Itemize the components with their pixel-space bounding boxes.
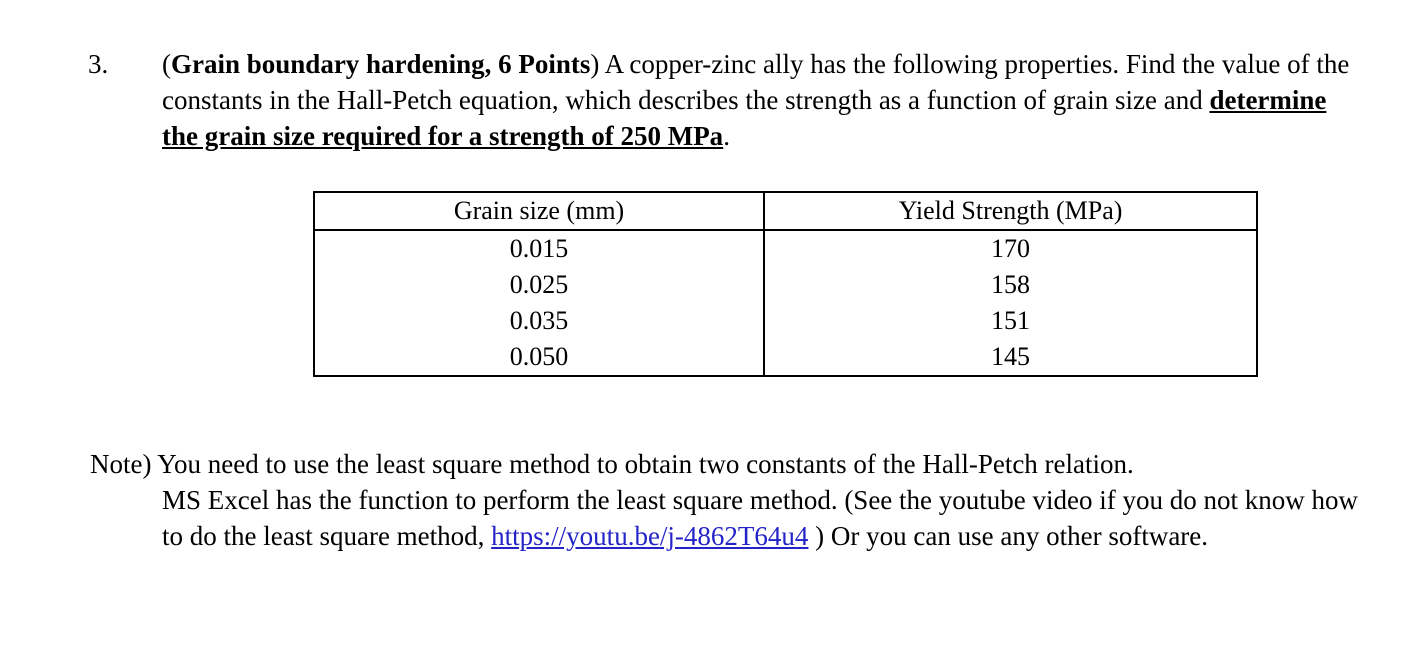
close-paren: ) (590, 49, 600, 79)
question-body: A copper-zinc ally has the following properties. Find the value of the constants in the Hall-Petch equation, which describes the strength as a function of grain size and (162, 49, 1350, 115)
cell-grain-size: 0.025 (314, 267, 764, 303)
header-grain-size: Grain size (mm) (314, 192, 764, 230)
properties-table (313, 191, 1258, 377)
note-body (90, 482, 1370, 554)
note-text-end: ) Or you can use any other software. (808, 521, 1209, 551)
header-yield-strength: Yield Strength (MPa) (764, 192, 1257, 230)
cell-yield-strength: 170 (764, 230, 1257, 267)
question-text (162, 46, 1362, 154)
cell-grain-size: 0.050 (314, 339, 764, 376)
cell-yield-strength: 145 (764, 339, 1257, 376)
note-paragraph (90, 446, 1370, 554)
cell-yield-strength: 158 (764, 267, 1257, 303)
open-paren: ( (162, 49, 171, 79)
question-title: Grain boundary hardening, 6 Points (171, 49, 591, 79)
cell-grain-size: 0.035 (314, 303, 764, 339)
note-first-line: Note) You need to use the least square method to obtain two constants of the Hall-Petch relation. (90, 449, 1134, 479)
note-text: MS Excel has the function to perform the least square method. (See the youtube video if you do not know how to do the least square method, (162, 485, 1358, 551)
youtube-link[interactable]: https://youtu.be/j-4862T64u4 (491, 521, 809, 551)
table-row (314, 339, 1257, 376)
cell-grain-size: 0.015 (314, 230, 764, 267)
question-task: determine the grain size required for a strength of 250 MPa (162, 85, 1327, 151)
question-end: . (723, 121, 730, 151)
table-header-row (314, 192, 1257, 230)
table-row (314, 303, 1257, 339)
table-row (314, 267, 1257, 303)
question-number: 3. (88, 49, 109, 79)
cell-yield-strength: 151 (764, 303, 1257, 339)
table-row (314, 230, 1257, 267)
